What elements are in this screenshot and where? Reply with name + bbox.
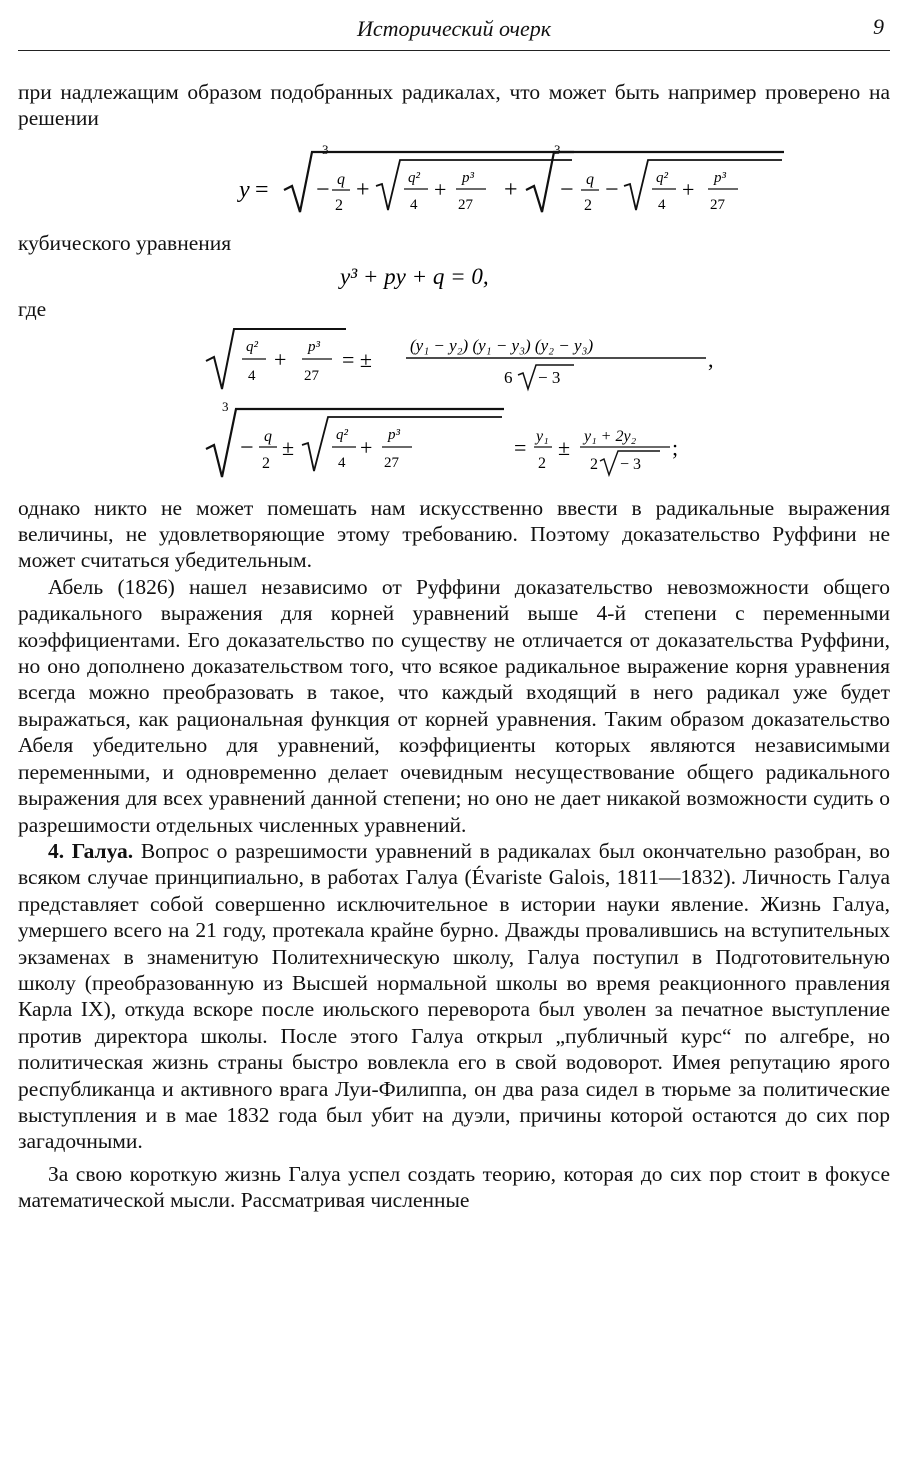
paragraph-abel: Абель (1826) нашел независимо от Руффини доказательство невозможности общего радикального выражения для корней уравнений выше 4-й степени с переменными коэффициентами. Его доказательство по существу не отличается от доказательства Руффини, но оно дополнено доказательством того, что всякое радикальное выражение корня уравнения всегда можно преобразовать в такое, что каждый входящий в него радикал уже будет выражаться, как рациональная функция от корней уравнения. Таким образом доказательство Абеля убедительно для уравнений, коэффициенты которых являются независимыми переменными, и одновременно делает очевидным несуществование общего радикального выражения для всех уравнений данной степени; но оно не дает никакой возможности судить о разрешимости отдельных численных уравнений. <box>18 574 890 837</box>
disc-comma: , <box>708 346 714 372</box>
p3-1: p³ <box>462 169 474 186</box>
cube-twentyseven: 27 <box>384 454 399 471</box>
page <box>18 0 890 1214</box>
two-1: 2 <box>335 196 343 214</box>
twentyseven-2: 27 <box>710 196 725 213</box>
minus-3: − <box>605 176 619 203</box>
cardano-y: y <box>239 176 250 203</box>
cube-minus: − <box>240 434 254 461</box>
minus-2: − <box>560 176 574 203</box>
cube-root-index: 3 <box>222 398 229 414</box>
plus-3: + <box>504 176 518 203</box>
plus-4: + <box>682 176 695 202</box>
cube-sqrt-sign <box>302 417 502 471</box>
paragraph-last: За свою короткую жизнь Галуа успел создать теорию, которая до сих пор стоит в фокусе математической мысли. Рассматривая численные <box>18 1161 890 1213</box>
q2-2: q² <box>656 169 668 186</box>
sqrt-sign-1 <box>376 160 572 210</box>
header-title: Исторический очерк <box>356 16 552 41</box>
cube-two: 2 <box>262 454 270 472</box>
q-2: q <box>586 170 594 188</box>
root-index-2: 3 <box>554 141 561 157</box>
paragraph-galois <box>18 838 890 1155</box>
formula-cube-root <box>18 397 890 487</box>
paragraph-after-formulas: однако никто не может помешать нам искусственно ввести в радикальные выражения величины, не удовлетворяющие этому требованию. Поэтому доказательство Руффини не может считаться убедительным. <box>18 495 890 573</box>
q2-1: q² <box>408 169 420 186</box>
cube-num2: y₁ + 2y₂ <box>584 427 637 445</box>
four-2: 4 <box>658 196 666 213</box>
formula-cardano <box>124 142 784 222</box>
disc-numerator: (y₁ − y₂) (y₁ − y₃) (y₂ − y₃) <box>410 335 594 355</box>
cardano-eq: = <box>255 176 269 203</box>
disc-eq-pm: = ± <box>342 346 372 372</box>
paragraph-intro: при надлежащим образом подобранных радикалах, что может быть например проверено на решении <box>18 80 890 131</box>
sqrt-sign-2 <box>624 160 782 210</box>
cube-four: 4 <box>338 454 346 471</box>
cube-semicolon: ; <box>672 434 679 460</box>
disc-four: 4 <box>248 367 256 384</box>
cube-pm: ± <box>282 434 295 460</box>
cube-p3: p³ <box>388 426 400 443</box>
disc-twentyseven: 27 <box>304 367 319 384</box>
cube-two-den: 2 <box>538 454 546 472</box>
disc-plus: + <box>274 346 287 372</box>
cube-q2: q² <box>336 426 348 443</box>
cube-pm-2: ± <box>558 434 571 460</box>
disc-p3: p³ <box>308 338 320 355</box>
formula-discriminant <box>18 325 890 397</box>
cube-den2: 2 <box>590 455 598 473</box>
cube-q: q <box>264 427 272 445</box>
paragraph-cubic-label: кубического уравнения <box>18 230 232 255</box>
plus-2: + <box>434 176 447 202</box>
q-1: q <box>337 170 345 188</box>
cube-eq: = <box>514 434 527 460</box>
twentyseven-1: 27 <box>458 196 473 213</box>
two-2: 2 <box>584 196 592 214</box>
disc-den-six: 6 <box>504 367 513 387</box>
p3-2: p³ <box>714 169 726 186</box>
formula-cubic <box>18 258 890 292</box>
cubic-equation: y³ + py + q = 0, <box>340 264 489 290</box>
root-index-1: 3 <box>322 141 329 157</box>
plus-1: + <box>356 176 370 203</box>
disc-q2: q² <box>246 338 258 355</box>
disc-den-rad: − 3 <box>538 367 561 387</box>
galois-heading: 4. Галуа. <box>48 838 134 863</box>
running-header <box>18 6 890 51</box>
page-number: 9 <box>873 14 884 39</box>
cube-den-rad: − 3 <box>620 455 642 473</box>
cube-y1: y₁ <box>536 427 549 445</box>
paragraph-where: где <box>18 297 47 322</box>
minus-1: − <box>316 176 330 203</box>
four-1: 4 <box>410 196 418 213</box>
galois-text: Вопрос о разрешимости уравнений в радикалах был окончательно разобран, во всяком случае принципиально, в работах Галуа (Évariste Galois, 1811—1832). Личность Галуа представляет собой совершенно исключительное в истории науки явление. Жизнь Галуа, умершего всего на 21 году, протекала крайне бурно. Дважды провалившись на вступительных экзаменах в знаменитую Политехническую школу, Галуа поступил в Подготовительную школу (преобразованную из Высшей нормальной школы во время реакционного правления Карла IX), откуда вскоре после июльского переворота был уволен за печатное выступление против директора школы. После этого Галуа открыл „публичный курс“ по алгебре, но политическая жизнь страны быстро вовлекла его в свой водоворот. Имея репутацию ярого республиканца и активного врага Луи-Филиппа, он два раза сидел в тюрьме за политические выступления и в мае 1832 года был убит на дуэли, причины которой остаются до сих пор загадочными. <box>18 838 891 1154</box>
cube-plus: + <box>360 434 373 460</box>
